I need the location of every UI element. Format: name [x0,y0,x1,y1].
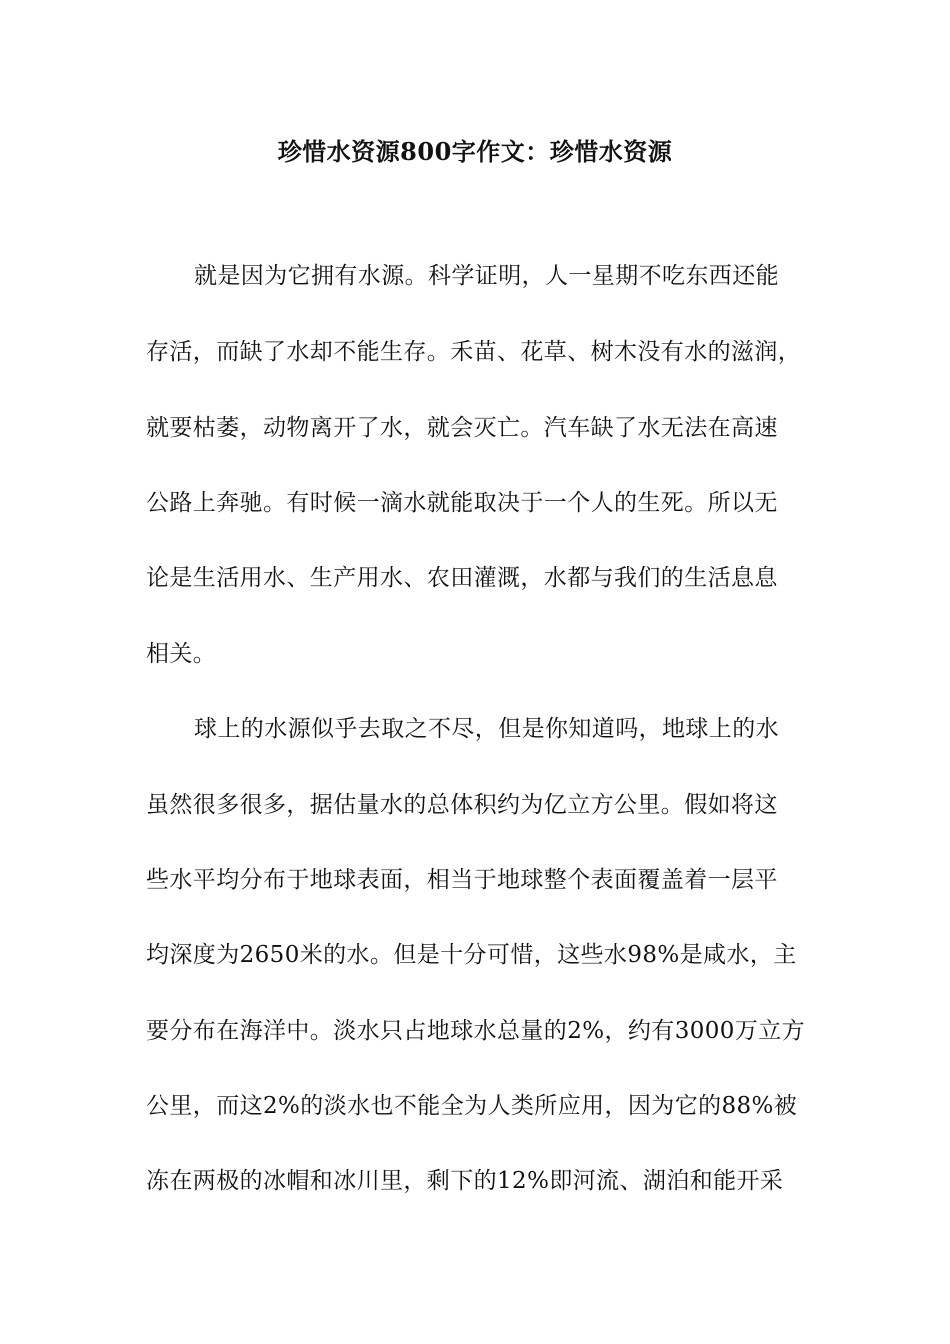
paragraph-line: 存活，而缺了水却不能生存。禾苗、花草、树木没有水的滋润， [146,339,802,365]
paragraph-line: 就是因为它拥有水源。科学证明，人一星期不吃东西还能 [194,263,779,289]
paragraph-line: 球上的水源似乎去取之不尽，但是你知道吗，地球上的水 [194,716,779,742]
paragraph-line: 均深度为2650米的水。但是十分可惜，这些水98%是咸水，主 [146,942,797,968]
document-title: 珍惜水资源800字作文：珍惜水资源 [277,137,673,166]
paragraph-line: 就要枯萎，动物离开了水，就会灭亡。汽车缺了水无法在高速 [146,415,778,441]
paragraph-line: 论是生活用水、生产用水、农田灌溉，水都与我们的生活息息 [146,565,778,591]
paragraph-line: 要分布在海洋中。淡水只占地球水总量的2%，约有3000万立方 [146,1018,806,1044]
paragraph-line: 些水平均分布于地球表面，相当于地球整个表面覆盖着一层平 [146,867,778,893]
paragraph-line: 公里，而这2%的淡水也不能全为人类所应用，因为它的88%被 [146,1093,798,1119]
paragraph-line: 冻在两极的冰帽和冰川里，剩下的12%即河流、湖泊和能开采 [146,1168,784,1194]
paragraph-line: 虽然很多很多，据估量水的总体积约为亿立方公里。假如将这 [146,792,778,818]
paragraph-line: 相关。 [146,641,217,667]
paragraph-line: 公路上奔驰。有时候一滴水就能取决于一个人的生死。所以无 [146,490,778,516]
